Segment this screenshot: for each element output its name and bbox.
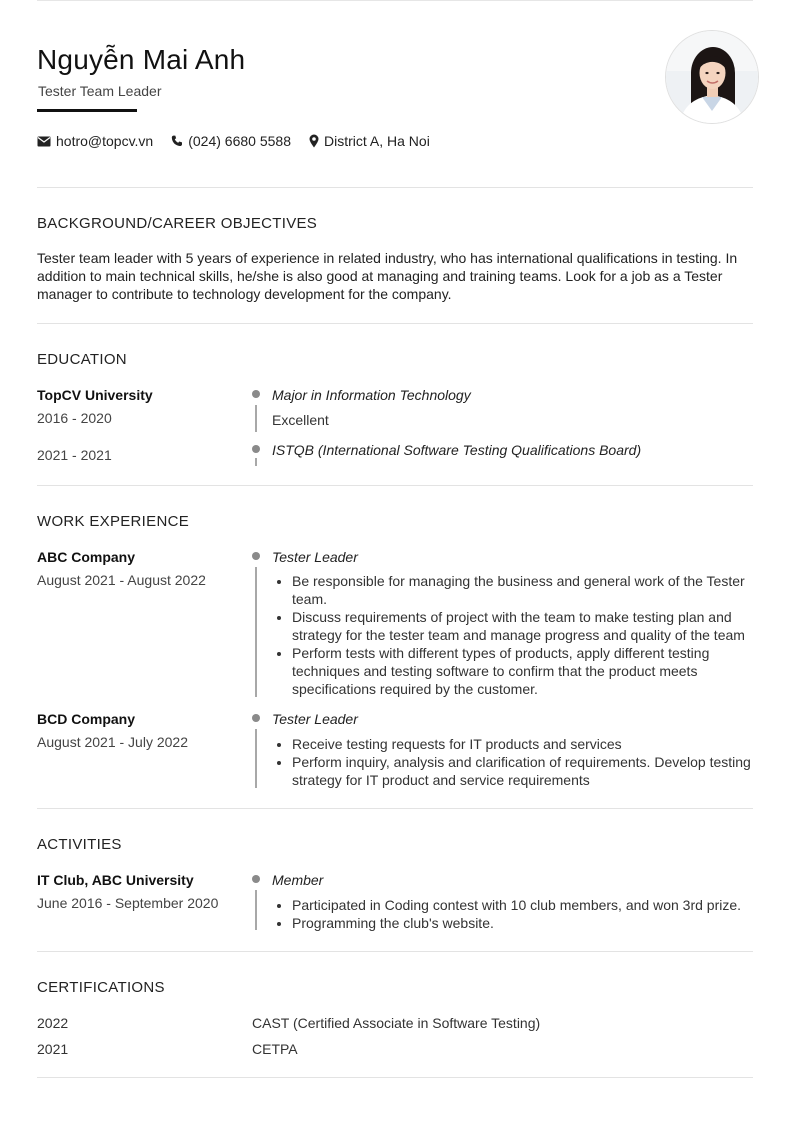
section-divider xyxy=(37,808,753,809)
section-divider xyxy=(37,187,753,188)
section-divider xyxy=(37,485,753,486)
work-dates: August 2021 - July 2022 xyxy=(37,734,188,750)
timeline-dot xyxy=(252,390,260,398)
education-dates: 2021 - 2021 xyxy=(37,447,112,463)
avatar-photo xyxy=(666,31,758,123)
section-divider xyxy=(37,1077,753,1078)
timeline-dot xyxy=(252,445,260,453)
timeline-dot xyxy=(252,875,260,883)
section-title-activities: ACTIVITIES xyxy=(37,836,122,853)
timeline-line xyxy=(255,890,257,930)
activity-bullets xyxy=(273,896,762,932)
list-item: • Be responsible for managing the business and general work of the Tester team. xyxy=(292,572,752,608)
location-pin-icon xyxy=(309,134,319,148)
list-item: • Programming the club's website. xyxy=(292,914,762,932)
work-dates: August 2021 - August 2022 xyxy=(37,572,206,588)
timeline-line xyxy=(255,405,257,432)
contact-location xyxy=(309,133,430,149)
list-item: • Participated in Coding contest with 10 club members, and won 3rd prize. xyxy=(292,896,762,914)
timeline-dot xyxy=(252,714,260,722)
cert-year: 2021 xyxy=(37,1041,69,1057)
activity-role: Member xyxy=(272,872,324,888)
contact-location-text: District A, Ha Noi xyxy=(324,133,430,149)
timeline-dot xyxy=(252,552,260,560)
work-role: Tester Leader xyxy=(272,549,358,565)
top-rule xyxy=(37,0,753,1)
candidate-title: Tester Team Leader xyxy=(38,83,162,99)
contact-phone[interactable] xyxy=(171,133,291,149)
cert-name: CAST (Certified Associate in Software Testing) xyxy=(252,1015,541,1031)
education-major: Major in Information Technology xyxy=(272,387,471,403)
timeline-line xyxy=(255,729,257,788)
work-bullets xyxy=(273,735,752,789)
work-bullets xyxy=(273,572,752,698)
contact-phone-text: (024) 6680 5588 xyxy=(188,133,291,149)
section-title-education: EDUCATION xyxy=(37,351,127,368)
list-item: • Receive testing requests for IT products and services xyxy=(292,735,752,753)
section-title-certifications: CERTIFICATIONS xyxy=(37,979,165,996)
section-title-work: WORK EXPERIENCE xyxy=(37,513,190,530)
education-result: Excellent xyxy=(272,412,329,428)
contact-bar xyxy=(37,133,448,149)
cert-year: 2022 xyxy=(37,1015,69,1031)
work-company: ABC Company xyxy=(37,549,136,565)
work-company: BCD Company xyxy=(37,711,136,727)
phone-icon xyxy=(171,135,183,147)
section-divider xyxy=(37,951,753,952)
timeline-line xyxy=(255,458,257,466)
activity-org: IT Club, ABC University xyxy=(37,872,194,888)
envelope-icon xyxy=(37,136,51,147)
education-major: ISTQB (International Software Testing Qualifications Board) xyxy=(272,442,642,458)
section-divider xyxy=(37,323,753,324)
avatar xyxy=(666,31,758,123)
objective-text: Tester team leader with 5 years of experience in related industry, who has international qualifications in testing. In addition to main technical skills, he/she is also good at managing and training teams. Look for a job as a Tester manager to contribute to technology development for the company. xyxy=(37,250,738,302)
contact-email[interactable] xyxy=(37,133,153,149)
candidate-name: Nguyễn Mai Anh xyxy=(37,44,246,75)
activity-dates: June 2016 - September 2020 xyxy=(37,895,219,911)
education-dates: 2016 - 2020 xyxy=(37,410,112,426)
contact-email-text: hotro@topcv.vn xyxy=(56,133,154,149)
timeline-line xyxy=(255,567,257,697)
list-item: • Perform inquiry, analysis and clarification of requirements. Develop testing strategy for IT product and service requirements xyxy=(292,753,752,789)
list-item: • Perform tests with different types of products, apply different testing techniques and testing software to confirm that the product meets specifications required by the customer. xyxy=(292,644,752,698)
title-underline xyxy=(37,109,137,112)
section-title-objectives: BACKGROUND/CAREER OBJECTIVES xyxy=(37,215,318,232)
list-item: • Discuss requirements of project with the team to make testing plan and strategy for the tester team and manage progress and quality of the team xyxy=(292,608,752,644)
work-role: Tester Leader xyxy=(272,711,358,727)
education-school: TopCV University xyxy=(37,387,153,403)
cert-name: CETPA xyxy=(252,1041,298,1057)
